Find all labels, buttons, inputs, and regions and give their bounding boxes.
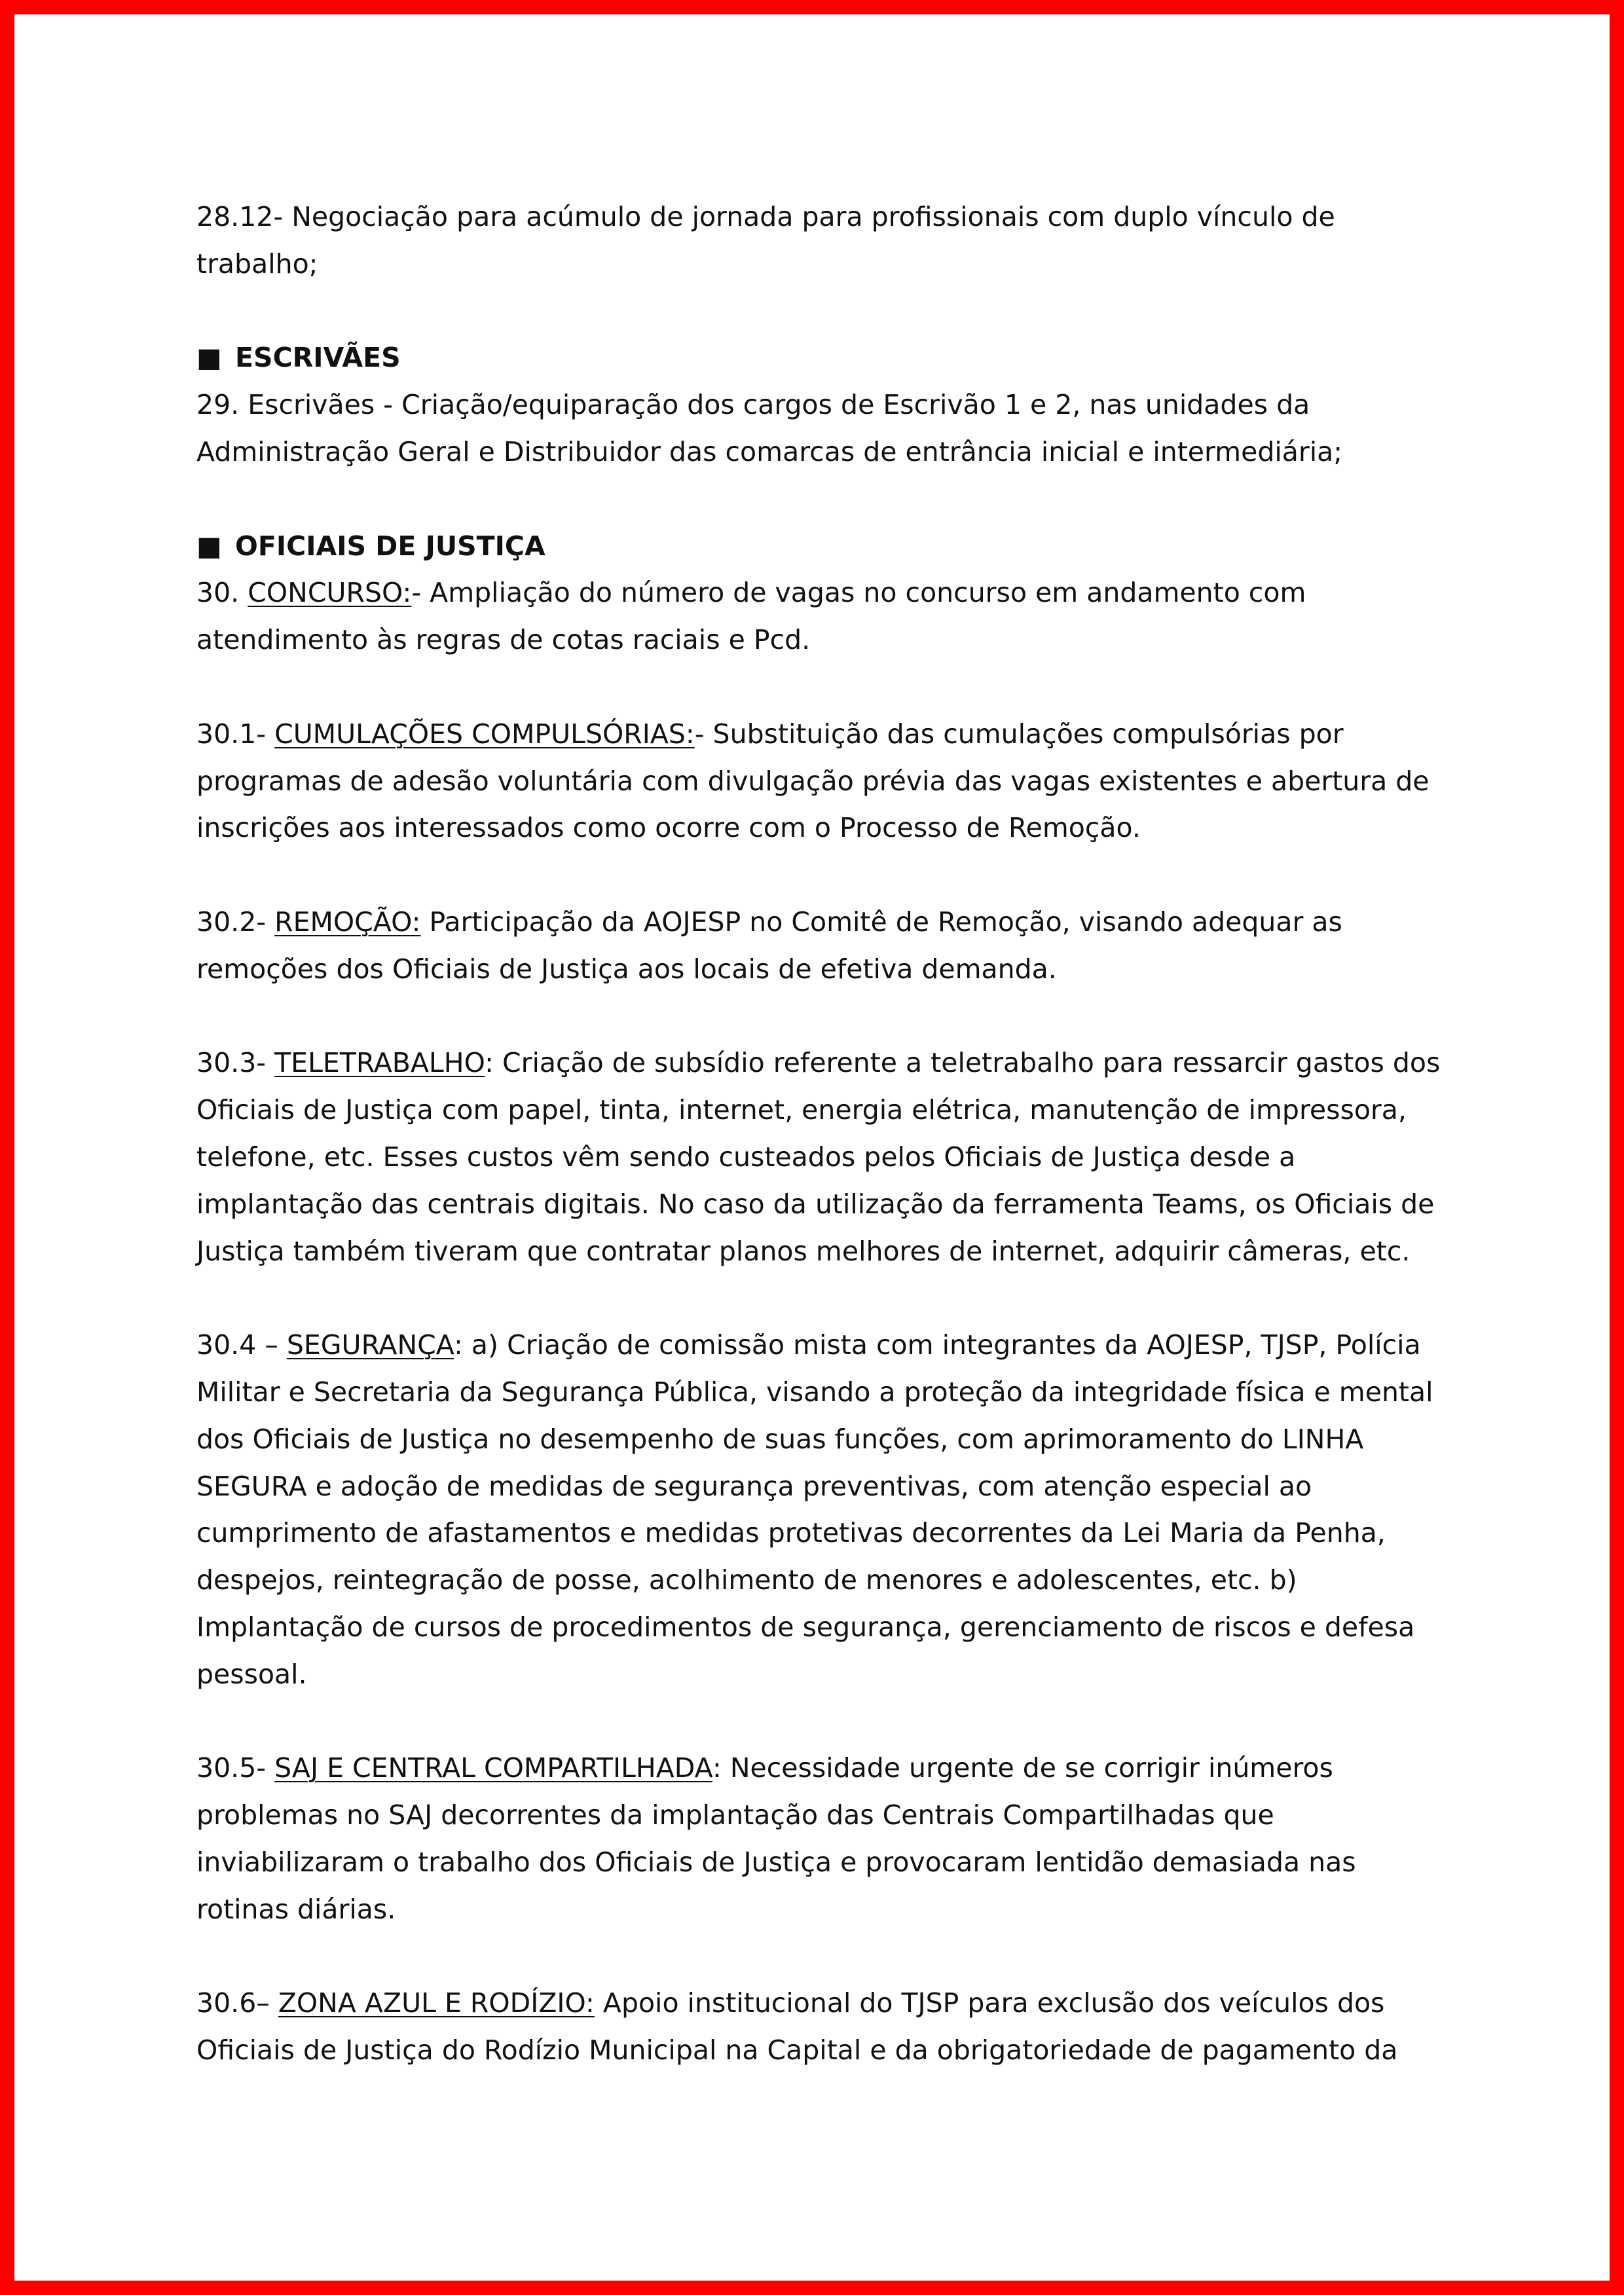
- item-text: : Necessidade urgente de se corrigir inúmeros problemas no SAJ decorrentes da implantação das Centrais Compartilhadas que inviabilizaram o trabalho dos Oficiais de Justiça e provocaram lentidão demasiada nas rotinas diárias.: [196, 1752, 1356, 1925]
- item-number: 30.: [196, 577, 248, 609]
- item-label: CUMULAÇÕES COMPULSÓRIAS:: [274, 718, 695, 750]
- item-label: ZONA AZUL E RODÍZIO:: [278, 1987, 595, 2019]
- item-label: REMOÇÃO:: [274, 906, 421, 938]
- paragraph-30-5-saj: [196, 1745, 1441, 1933]
- section-heading-oficiais: [196, 523, 1441, 570]
- item-text: - Ampliação do número de vagas no concurso em andamento com atendimento às regras de cotas raciais e Pcd.: [196, 577, 1306, 656]
- paragraph-30-6-zona-azul: [196, 1980, 1441, 2074]
- item-number: 30.3-: [196, 1047, 275, 1079]
- section-title: OFICIAIS DE JUSTIÇA: [235, 530, 545, 562]
- square-bullet-icon: ■: [196, 530, 222, 562]
- section-heading-escrivaes: [196, 335, 1441, 382]
- item-number: 30.6–: [196, 1987, 278, 2019]
- item-text: Participação da AOJESP no Comitê de Remoção, visando adequar as remoções dos Oficiais de Justiça aos locais de efetiva demanda.: [196, 906, 1342, 985]
- square-bullet-icon: ■: [196, 342, 222, 374]
- item-label: SEGURANÇA: [286, 1329, 454, 1361]
- paragraph-30-2-remocao: [196, 899, 1441, 993]
- item-text: : a) Criação de comissão mista com integrantes da AOJESP, TJSP, Polícia Militar e Secretaria da Segurança Pública, visando a proteção da integridade física e mental dos Oficiais de Justiça no desempenho de suas funções, com aprimoramento do LINHA SEGURA e adoção de medidas de segurança preventivas, com atenção especial ao cumprimento de afastamentos e medidas protetivas decorrentes da Lei Maria da Penha, despejos, reintegração de posse, acolhimento de menores e adolescentes, etc. b) Implantação de cursos de procedimentos de segurança, gerenciamento de riscos e defesa pessoal.: [196, 1329, 1433, 1690]
- item-text: : Criação de subsídio referente a teletrabalho para ressarcir gastos dos Oficiais de Justiça com papel, tinta, internet, energia elétrica, manutenção de impressora, telefone, etc. Esses custos vêm sendo custeados pelos Oficiais de Justiça desde a implantação das centrais digitais. No caso da utilização da ferramenta Teams, os Oficiais de Justiça também tiveram que contratar planos melhores de internet, adquirir câmeras, etc.: [196, 1047, 1441, 1267]
- item-text: Apoio institucional do TJSP para exclusão dos veículos dos Oficiais de Justiça do Rodízio Municipal na Capital e da obrigatoriedade de pagamento da: [196, 1987, 1398, 2066]
- paragraph-30-3-teletrabalho: [196, 1040, 1441, 1275]
- item-number: 30.2-: [196, 906, 275, 938]
- paragraph-30-1-cumulacoes: [196, 711, 1441, 852]
- item-number: 30.1-: [196, 718, 275, 750]
- paragraph-28-12: 28.12- Negociação para acúmulo de jornada para profissionais com duplo vínculo de trabalho;: [196, 201, 1335, 280]
- item-label: SAJ E CENTRAL COMPARTILHADA: [274, 1752, 712, 1784]
- document-body: [196, 194, 1441, 2074]
- item-text: - Substituição das cumulações compulsórias por programas de adesão voluntária com divulgação prévia das vagas existentes e abertura de inscrições aos interessados como ocorre com o Processo de Remoção.: [196, 718, 1430, 844]
- item-label: CONCURSO:: [248, 577, 412, 609]
- paragraph-30-concurso: [196, 570, 1441, 664]
- item-number: 30.5-: [196, 1752, 275, 1784]
- section-title: ESCRIVÃES: [235, 342, 401, 374]
- paragraph-30-4-seguranca: [196, 1322, 1441, 1698]
- paragraph-29: 29. Escrivães - Criação/equiparação dos cargos de Escrivão 1 e 2, nas unidades da Administração Geral e Distribuidor das comarcas de entrância inicial e intermediária;: [196, 389, 1343, 468]
- item-label: TELETRABALHO: [274, 1047, 485, 1079]
- item-number: 30.4 –: [196, 1329, 287, 1361]
